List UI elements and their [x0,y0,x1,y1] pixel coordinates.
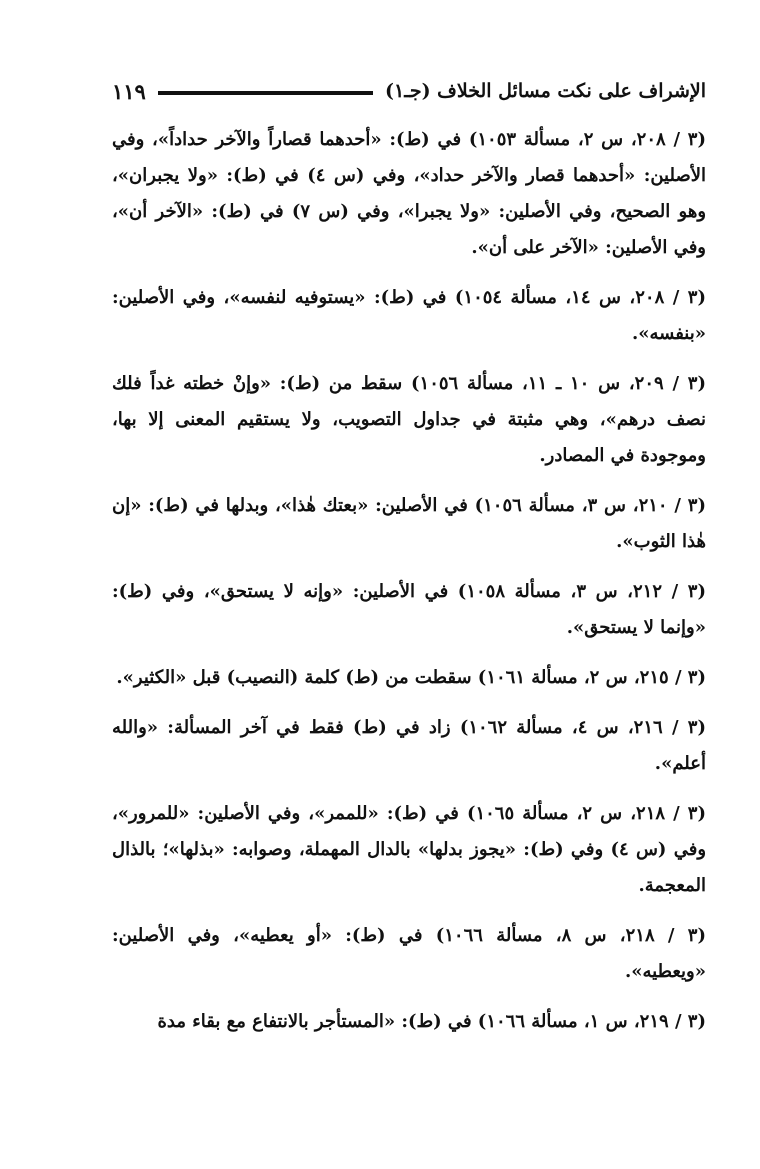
note-entry: (٣ / ٢١٥، س ٢، مسألة ١٠٦١) سقطت من (ط) كلمة (النصيب) قبل «الكثير». [116,667,706,688]
note-entry: (٣ / ٢١٦، س ٤، مسألة ١٠٦٢) زاد في (ط) فقط في آخر المسألة: «والله أعلم». [112,717,706,774]
note-entry: (٣ / ٢١٨، س ٨، مسألة ١٠٦٦) في (ط): «أو يعطيه»، وفي الأصلين: «ويعطيه». [112,925,706,982]
running-title: الإشراف على نكت مسائل الخلاف (جـ١) [385,80,706,102]
note-entry: (٣ / ٢٠٨، س ٢، مسألة ١٠٥٣) في (ط): «أحدهما قصاراً والآخر حداداً»، وفي الأصلين: «أحدهما قصار والآخر حداد»، وفي (س ٤) في (ط): «ولا يجبران»، وهو الصحيح، وفي الأصلين: «ولا يجبرا»، وفي (س ٧) في (ط): «الآخر أن»، وفي الأصلين: «الآخر على أن». [112,129,707,258]
note-entry: (٣ / ٢٠٩، س ١٠ ـ ١١، مسألة ١٠٥٦) سقط من (ط): «وإنْ خطته غداً فلك نصف درهم»، وهي مثبتة في جداول التصويب، ولا يستقيم المعنى إلا بها، وموجودة في المصادر. [112,373,706,466]
note-entry: (٣ / ٢١٨، س ٢، مسألة ١٠٦٥) في (ط): «للممر»، وفي الأصلين: «للمرور»، وفي (س ٤) وفي (ط): «يجوز بدلها» بالدال المهملة، وصوابه: «بذلها»؛ بالذال المعجمة. [112,803,707,896]
notes-list [112,122,706,1054]
note-entry: (٣ / ٢١٢، س ٣، مسألة ١٠٥٨) في الأصلين: «وإنه لا يستحق»، وفي (ط): «وإنما لا يستحق». [112,581,706,638]
header-rule [158,91,373,95]
page-header [112,74,706,108]
note-entry: (٣ / ٢١٠، س ٣، مسألة ١٠٥٦) في الأصلين: «بعتك هٰذا»، وبدلها في (ط): «إن هٰذا الثوب». [112,495,706,552]
note-entry: (٣ / ٢٠٨، س ١٤، مسألة ١٠٥٤) في (ط): «يستوفيه لنفسه»، وفي الأصلين: «بنفسه». [112,287,706,344]
note-entry: (٣ / ٢١٩، س ١، مسألة ١٠٦٦) في (ط): «المستأجر بالانتفاع مع بقاء مدة [157,1011,706,1032]
page-number: ١١٩ [112,78,146,104]
